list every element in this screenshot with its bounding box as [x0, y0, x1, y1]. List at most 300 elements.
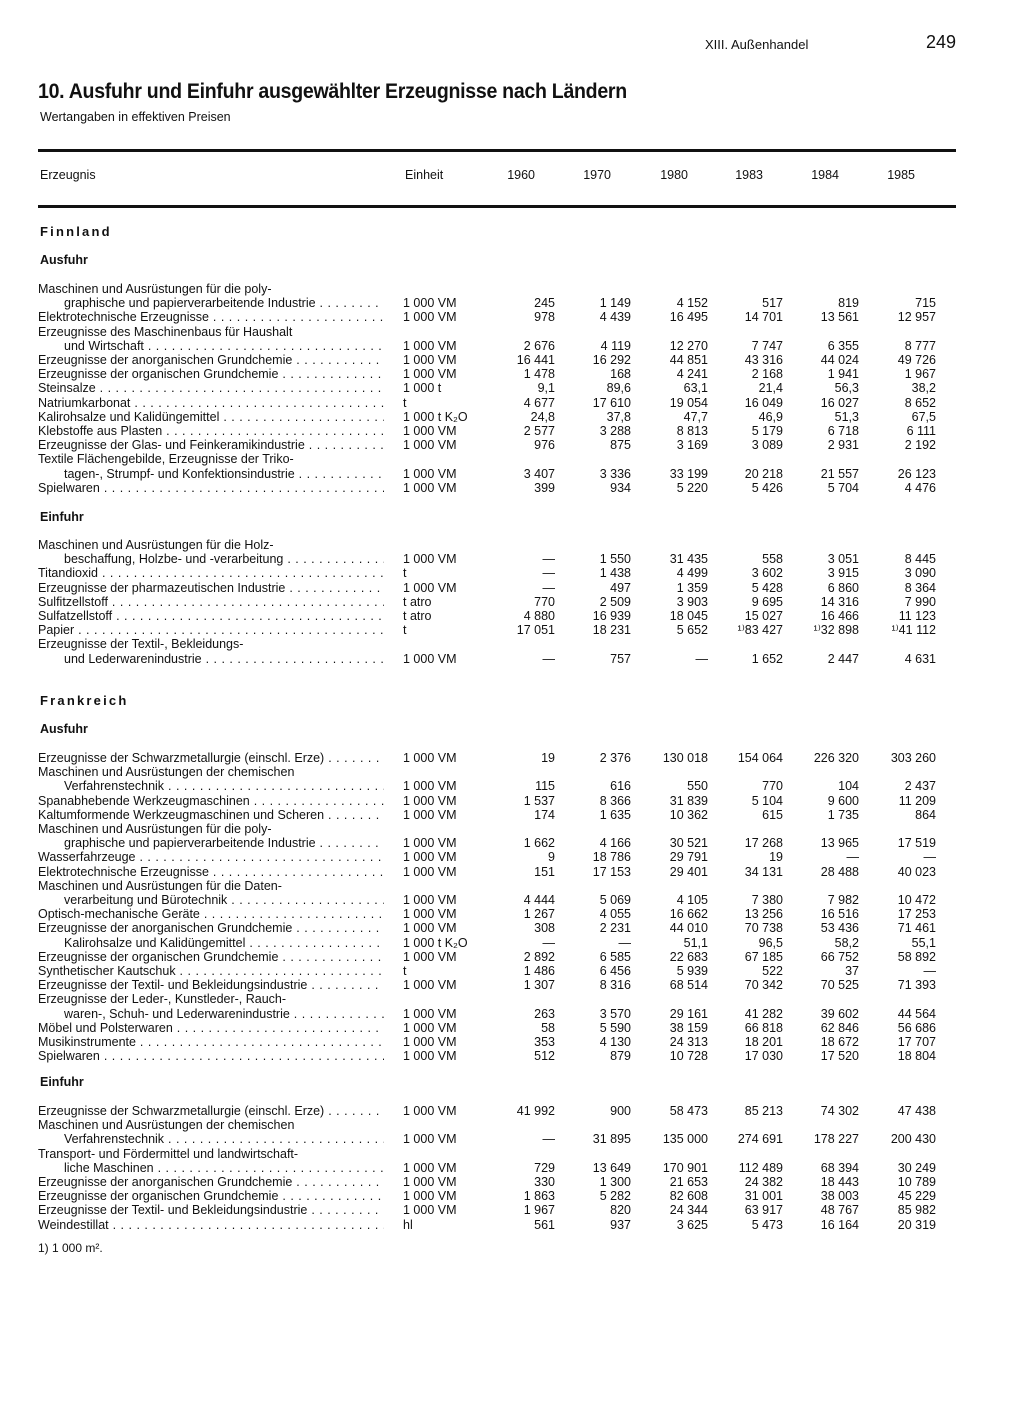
product-label: Erzeugnisse der organischen Grundchemie . . . — [38, 950, 384, 964]
unit-cell: 1 000 t K₂O — [403, 935, 468, 950]
table-row — [0, 1218, 1024, 1232]
value-cell-1985: 67,5 — [911, 409, 936, 424]
value-cell-1985: 2 192 — [904, 438, 936, 453]
value-cell-1984: 53 436 — [820, 921, 859, 936]
value-cell-1980: — — [695, 651, 708, 666]
product-label: Erzeugnisse der Textil-, Bekleidungs- — [38, 637, 244, 652]
value-cell-1970: 934 — [610, 480, 631, 495]
unit-cell: 1 000 t K₂O — [403, 409, 468, 424]
value-cell-1970: 18 231 — [592, 623, 631, 638]
product-label: Erzeugnisse der pharmazeutischen Industrie . . . — [38, 581, 384, 595]
table-row — [0, 950, 1024, 964]
product-label: Synthetischer Kautschuk . . . — [38, 964, 384, 978]
value-cell-1960: 561 — [534, 1217, 555, 1232]
table-row — [0, 936, 1024, 950]
table-row-continuation — [0, 538, 1024, 552]
value-cell-1984: 6 355 — [827, 338, 859, 353]
table-row — [0, 1203, 1024, 1217]
value-cell-1970: 17 153 — [592, 864, 631, 879]
value-cell-1983: 96,5 — [758, 935, 783, 950]
table-row — [0, 893, 1024, 907]
product-label: Verfahrenstechnik . . . — [64, 1132, 384, 1146]
value-cell-1985: 11 123 — [898, 609, 936, 623]
value-cell-1985: 8 445 — [904, 552, 936, 567]
value-cell-1984: 18 672 — [820, 1035, 859, 1049]
value-cell-1980: 33 199 — [669, 466, 708, 481]
value-cell-1984: 66 752 — [820, 949, 859, 964]
value-cell-1984: 178 227 — [813, 1132, 859, 1147]
product-label: liche Maschinen . . . — [64, 1161, 384, 1175]
value-cell-1970: 16 939 — [592, 609, 631, 623]
unit-cell: 1 000 VM — [403, 864, 457, 879]
value-cell-1960: 9 — [548, 850, 555, 865]
product-label: Erzeugnisse der Schwarzmetallurgie (einschl. Erze) . . . — [38, 751, 384, 765]
value-cell-1960: 330 — [534, 1175, 555, 1189]
value-cell-1983: ¹⁾83 427 — [737, 623, 783, 638]
product-label: Maschinen und Ausrüstungen für die Daten- — [38, 878, 282, 893]
table-row — [0, 438, 1024, 452]
value-cell-1983: 43 316 — [744, 353, 783, 367]
column-header-1983: 1983 — [735, 168, 763, 182]
value-cell-1960: 2 577 — [523, 424, 555, 438]
value-cell-1970: 16 292 — [592, 353, 631, 367]
unit-cell: 1 000 VM — [403, 1189, 457, 1204]
value-cell-1960: 174 — [534, 807, 555, 822]
value-cell-1984: 16 466 — [820, 609, 859, 623]
value-cell-1983: 5 104 — [751, 793, 783, 808]
table-row — [0, 836, 1024, 850]
value-cell-1980: 29 791 — [669, 850, 708, 865]
product-label: Erzeugnisse der organischen Grundchemie . . . — [38, 1189, 384, 1203]
value-cell-1960: 308 — [534, 921, 555, 936]
value-cell-1984: 51,3 — [834, 409, 859, 424]
unit-cell: 1 000 VM — [403, 438, 457, 453]
unit-cell: 1 000 VM — [403, 353, 457, 367]
value-cell-1960: 24,8 — [530, 409, 555, 424]
value-cell-1980: 22 683 — [669, 949, 708, 964]
value-cell-1960: 245 — [534, 296, 555, 311]
value-cell-1960: 729 — [534, 1160, 555, 1175]
table-row-continuation — [0, 282, 1024, 296]
header-rule-top — [38, 149, 956, 152]
value-cell-1983: 34 131 — [744, 864, 783, 879]
unit-cell: 1 000 VM — [403, 907, 457, 922]
table-row — [0, 367, 1024, 381]
product-label: Sulfatzellstoff . . . — [38, 609, 384, 623]
value-cell-1970: 1 438 — [599, 566, 631, 581]
value-cell-1970: 2 509 — [599, 594, 631, 609]
unit-cell: 1 000 VM — [403, 1175, 457, 1189]
product-label: Erzeugnisse der Schwarzmetallurgie (einschl. Erze) . . . — [38, 1104, 384, 1118]
column-header-1984: 1984 — [811, 168, 839, 182]
value-cell-1980: 31 839 — [669, 793, 708, 808]
table-row — [0, 921, 1024, 935]
product-label: Verfahrenstechnik . . . — [64, 779, 384, 793]
value-cell-1970: 13 649 — [592, 1160, 631, 1175]
value-cell-1960: — — [542, 935, 555, 950]
value-cell-1983: 615 — [762, 807, 783, 822]
product-label: Kaltumformende Werkzeugmaschinen und Scheren . . . — [38, 808, 384, 822]
value-cell-1984: 7 982 — [827, 893, 859, 907]
value-cell-1983: 24 382 — [744, 1175, 783, 1189]
value-cell-1984: 16 164 — [820, 1217, 859, 1232]
value-cell-1985: 17 253 — [897, 907, 936, 922]
table-row — [0, 1035, 1024, 1049]
value-cell-1960: 1 967 — [523, 1203, 555, 1218]
value-cell-1970: 4 166 — [599, 836, 631, 851]
value-cell-1980: 5 652 — [676, 623, 708, 638]
value-cell-1985: 30 249 — [897, 1160, 936, 1175]
value-cell-1960: 512 — [534, 1049, 555, 1064]
table-row — [0, 779, 1024, 793]
value-cell-1983: 2 168 — [751, 367, 783, 382]
value-cell-1983: 9 695 — [751, 594, 783, 609]
country-heading: Frankreich — [40, 693, 129, 708]
column-header-1960: 1960 — [507, 168, 535, 182]
value-cell-1983: 517 — [762, 296, 783, 311]
value-cell-1970: 2 376 — [599, 751, 631, 765]
value-cell-1983: 558 — [762, 552, 783, 567]
value-cell-1985: 20 319 — [897, 1217, 936, 1232]
value-cell-1980: 10 362 — [669, 807, 708, 822]
value-cell-1984: 14 316 — [820, 594, 859, 609]
value-cell-1984: 37 — [845, 964, 859, 978]
value-cell-1980: 44 851 — [669, 353, 708, 367]
value-cell-1985: 40 023 — [897, 864, 936, 879]
product-label: Maschinen und Ausrüstungen für die poly- — [38, 282, 272, 296]
table-row — [0, 481, 1024, 495]
unit-cell: 1 000 VM — [403, 310, 457, 325]
value-cell-1960: 17 051 — [516, 623, 555, 638]
table-row-continuation — [0, 765, 1024, 779]
value-cell-1984: 9 600 — [827, 793, 859, 808]
product-label: Maschinen und Ausrüstungen für die Holz- — [38, 538, 274, 552]
value-cell-1970: 18 786 — [592, 850, 631, 865]
value-cell-1985: 18 804 — [897, 1049, 936, 1064]
product-label: tagen-, Strumpf- und Konfektionsindustrie . . . — [64, 467, 384, 481]
value-cell-1980: 47,7 — [683, 409, 708, 424]
value-cell-1983: 70 738 — [744, 921, 783, 936]
product-label: graphische und papierverarbeitende Industrie . . . — [64, 836, 384, 850]
value-cell-1960: 58 — [541, 1020, 555, 1035]
unit-cell: 1 000 VM — [403, 1160, 457, 1175]
unit-cell: 1 000 VM — [403, 466, 457, 481]
value-cell-1985: 49 726 — [897, 353, 936, 367]
value-cell-1983: 7 747 — [751, 338, 783, 353]
value-cell-1985: 56 686 — [897, 1020, 936, 1035]
unit-cell: t atro — [403, 609, 432, 623]
value-cell-1960: 16 441 — [516, 353, 555, 367]
value-cell-1984: 5 704 — [827, 480, 859, 495]
table-row-continuation — [0, 1147, 1024, 1161]
unit-cell: t — [403, 395, 407, 410]
product-label: Kalirohsalze und Kalidüngemittel . . . — [38, 410, 384, 424]
value-cell-1984: 1 941 — [827, 367, 859, 382]
table-row — [0, 652, 1024, 666]
value-cell-1985: 200 430 — [890, 1132, 936, 1147]
group-heading: Ausfuhr — [40, 722, 88, 736]
product-label: Spanabhebende Werkzeugmaschinen . . . — [38, 794, 384, 808]
value-cell-1980: 3 625 — [676, 1217, 708, 1232]
unit-cell: 1 000 VM — [403, 296, 457, 311]
value-cell-1980: 12 270 — [669, 338, 708, 353]
value-cell-1980: 21 653 — [669, 1175, 708, 1189]
value-cell-1983: 21,4 — [758, 381, 783, 396]
table-row — [0, 1132, 1024, 1146]
table-row — [0, 566, 1024, 580]
product-label: Musikinstrumente . . . — [38, 1035, 384, 1049]
product-label: graphische und papierverarbeitende Industrie . . . — [64, 296, 384, 310]
unit-cell: hl — [403, 1217, 413, 1232]
product-label: Optisch-mechanische Geräte . . . — [38, 907, 384, 921]
table-row — [0, 595, 1024, 609]
value-cell-1983: 1 652 — [751, 651, 783, 666]
value-cell-1970: 1 300 — [599, 1175, 631, 1189]
value-cell-1985: 71 393 — [897, 978, 936, 993]
value-cell-1983: 67 185 — [744, 949, 783, 964]
product-label: Sulfitzellstoff . . . — [38, 595, 384, 609]
unit-cell: 1 000 VM — [403, 1006, 457, 1021]
table-row — [0, 1161, 1024, 1175]
product-label: Elektrotechnische Erzeugnisse . . . — [38, 310, 384, 324]
value-cell-1960: 115 — [535, 779, 555, 794]
table-row — [0, 808, 1024, 822]
value-cell-1985: 10 472 — [897, 893, 936, 907]
product-label: verarbeitung und Bürotechnik . . . — [64, 893, 384, 907]
value-cell-1983: 522 — [762, 964, 783, 978]
value-cell-1985: 6 111 — [906, 424, 936, 438]
product-label: Erzeugnisse der Textil- und Bekleidungsindustrie . . . — [38, 1203, 384, 1217]
group-heading: Einfuhr — [40, 510, 84, 524]
unit-cell: 1 000 t — [403, 381, 442, 396]
unit-cell: t — [403, 964, 407, 978]
value-cell-1983: 5 179 — [751, 424, 783, 438]
value-cell-1970: 900 — [610, 1104, 631, 1118]
value-cell-1980: 16 495 — [669, 310, 708, 325]
value-cell-1980: 8 813 — [676, 424, 708, 438]
value-cell-1970: 6 456 — [599, 964, 631, 978]
product-label: und Lederwarenindustrie . . . — [64, 652, 384, 666]
unit-cell: 1 000 VM — [403, 850, 457, 865]
value-cell-1970: 5 590 — [599, 1020, 631, 1035]
value-cell-1980: 82 608 — [669, 1189, 708, 1204]
value-cell-1984: 38 003 — [820, 1189, 859, 1204]
value-cell-1985: 2 437 — [904, 779, 936, 794]
value-cell-1980: 68 514 — [669, 978, 708, 993]
table-row-continuation — [0, 325, 1024, 339]
unit-cell: 1 000 VM — [403, 807, 457, 822]
product-label: waren-, Schuh- und Lederwarenindustrie . . . — [64, 1007, 384, 1021]
value-cell-1984: 58,2 — [834, 935, 859, 950]
value-cell-1960: — — [542, 580, 555, 595]
value-cell-1980: 4 241 — [676, 367, 708, 382]
value-cell-1985: 38,2 — [911, 381, 936, 396]
value-cell-1984: 70 525 — [820, 978, 859, 993]
value-cell-1970: 5 282 — [599, 1189, 631, 1204]
value-cell-1960: 19 — [541, 751, 555, 765]
value-cell-1985: 7 990 — [904, 594, 936, 609]
value-cell-1980: 5 939 — [676, 964, 708, 978]
product-label: Transport- und Fördermittel und landwirtschaft- — [38, 1146, 299, 1161]
value-cell-1983: 7 380 — [751, 893, 783, 907]
value-cell-1980: 3 169 — [676, 438, 708, 453]
value-cell-1960: 1 486 — [523, 964, 555, 978]
table-row — [0, 552, 1024, 566]
value-cell-1984: 2 447 — [827, 651, 859, 666]
value-cell-1980: 550 — [687, 779, 708, 794]
product-label: Natriumkarbonat . . . — [38, 396, 384, 410]
product-label: und Wirtschaft . . . — [64, 339, 384, 353]
value-cell-1960: 1 537 — [523, 793, 555, 808]
value-cell-1984: 6 860 — [827, 580, 859, 595]
value-cell-1980: 29 401 — [669, 864, 708, 879]
group-heading: Ausfuhr — [40, 253, 88, 267]
value-cell-1983: 70 342 — [744, 978, 783, 993]
value-cell-1970: — — [618, 935, 631, 950]
value-cell-1984: 2 931 — [827, 438, 859, 453]
column-header-1980: 1980 — [660, 168, 688, 182]
column-header-unit: Einheit — [405, 168, 444, 182]
value-cell-1970: 2 231 — [599, 921, 631, 936]
value-cell-1983: 770 — [762, 779, 783, 794]
value-cell-1983: 5 428 — [751, 580, 783, 595]
value-cell-1960: 263 — [534, 1006, 555, 1021]
unit-cell: 1 000 VM — [403, 751, 457, 765]
value-cell-1960: — — [542, 566, 555, 581]
value-cell-1985: 8 777 — [904, 338, 936, 353]
value-cell-1970: 4 439 — [599, 310, 631, 325]
unit-cell: 1 000 VM — [403, 978, 457, 993]
table-row — [0, 1021, 1024, 1035]
page-number: 249 — [926, 32, 957, 52]
value-cell-1985: — — [923, 850, 936, 865]
table-row-continuation — [0, 992, 1024, 1006]
value-cell-1960: 9,1 — [537, 381, 555, 396]
value-cell-1960: 4 880 — [523, 609, 555, 623]
value-cell-1984: 819 — [838, 296, 859, 311]
value-cell-1985: 303 260 — [890, 751, 936, 765]
value-cell-1985: 47 438 — [897, 1104, 936, 1118]
table-row — [0, 751, 1024, 765]
product-label: Elektrotechnische Erzeugnisse . . . — [38, 865, 384, 879]
unit-cell: 1 000 VM — [403, 367, 457, 382]
value-cell-1984: — — [846, 850, 859, 865]
value-cell-1970: 17 610 — [592, 395, 631, 410]
value-cell-1980: 18 045 — [669, 609, 708, 623]
value-cell-1960: 2 892 — [523, 949, 555, 964]
value-cell-1980: 170 901 — [662, 1160, 708, 1175]
value-cell-1984: 39 602 — [820, 1006, 859, 1021]
table-row-continuation — [0, 1118, 1024, 1132]
value-cell-1970: 3 336 — [599, 466, 631, 481]
product-label: Steinsalze . . . — [38, 381, 384, 395]
table-row — [0, 609, 1024, 623]
table-row-continuation — [0, 452, 1024, 466]
value-cell-1980: 29 161 — [669, 1006, 708, 1021]
value-cell-1970: 3 570 — [599, 1006, 631, 1021]
value-cell-1980: 1 359 — [676, 580, 708, 595]
value-cell-1980: 4 152 — [676, 296, 708, 311]
product-label: Papier . . . — [38, 623, 384, 637]
value-cell-1970: 6 585 — [599, 949, 631, 964]
value-cell-1985: ¹⁾41 112 — [891, 623, 936, 638]
table-row — [0, 467, 1024, 481]
value-cell-1970: 4 119 — [600, 338, 631, 353]
product-label: Weindestillat . . . — [38, 1218, 384, 1232]
value-cell-1983: 17 030 — [744, 1049, 783, 1064]
value-cell-1980: 31 435 — [669, 552, 708, 567]
value-cell-1980: 10 728 — [669, 1049, 708, 1064]
value-cell-1970: 1 149 — [599, 296, 631, 311]
value-cell-1983: 18 201 — [744, 1035, 783, 1049]
unit-cell: 1 000 VM — [403, 1203, 457, 1218]
country-heading: Finnland — [40, 224, 112, 239]
value-cell-1984: 104 — [838, 779, 859, 794]
product-label: Spielwaren . . . — [38, 481, 384, 495]
table-title: 10. Ausfuhr und Einfuhr ausgewählter Erzeugnisse nach Ländern — [38, 80, 627, 103]
value-cell-1985: 1 967 — [904, 367, 936, 382]
value-cell-1980: 5 220 — [676, 480, 708, 495]
value-cell-1985: 45 229 — [897, 1189, 936, 1204]
value-cell-1970: 37,8 — [606, 409, 631, 424]
value-cell-1980: 4 105 — [676, 893, 708, 907]
unit-cell: 1 000 VM — [403, 893, 457, 907]
value-cell-1970: 8 366 — [599, 793, 631, 808]
value-cell-1980: 63,1 — [683, 381, 708, 396]
value-cell-1960: 1 478 — [523, 367, 555, 382]
table-row — [0, 865, 1024, 879]
value-cell-1984: 68 394 — [820, 1160, 859, 1175]
value-cell-1984: 16 027 — [820, 395, 859, 410]
unit-cell: 1 000 VM — [403, 1035, 457, 1049]
value-cell-1983: 13 256 — [744, 907, 783, 922]
value-cell-1985: 864 — [915, 807, 936, 822]
value-cell-1985: 17 707 — [897, 1035, 936, 1049]
value-cell-1970: 875 — [610, 438, 631, 453]
value-cell-1960: 3 407 — [523, 466, 555, 481]
product-label: Erzeugnisse der Leder-, Kunstleder-, Rauch- — [38, 992, 287, 1007]
value-cell-1970: 4 055 — [599, 907, 631, 922]
value-cell-1985: 8 652 — [904, 395, 936, 410]
value-cell-1983: 31 001 — [744, 1189, 783, 1204]
value-cell-1970: 3 288 — [599, 424, 631, 438]
product-label: Textile Flächengebilde, Erzeugnisse der Triko- — [38, 452, 294, 467]
value-cell-1980: 3 903 — [676, 594, 708, 609]
product-label: Erzeugnisse der organischen Grundchemie . . . — [38, 367, 384, 381]
table-row — [0, 381, 1024, 395]
value-cell-1985: — — [923, 964, 936, 978]
value-cell-1983: 17 268 — [744, 836, 783, 851]
value-cell-1970: 497 — [610, 580, 631, 595]
product-label: Kalirohsalze und Kalidüngemittel . . . — [64, 936, 384, 950]
value-cell-1984: 3 051 — [827, 552, 859, 567]
value-cell-1980: 16 662 — [669, 907, 708, 922]
value-cell-1984: 6 718 — [827, 424, 859, 438]
product-label: Maschinen und Ausrüstungen für die poly- — [38, 822, 272, 836]
table-row-continuation — [0, 822, 1024, 836]
value-cell-1984: ¹⁾32 898 — [813, 623, 859, 638]
value-cell-1985: 55,1 — [911, 935, 936, 950]
product-label: Maschinen und Ausrüstungen der chemischen — [38, 1118, 295, 1133]
value-cell-1985: 3 090 — [904, 566, 936, 581]
unit-cell: 1 000 VM — [403, 480, 457, 495]
value-cell-1960: — — [542, 1132, 555, 1147]
product-label: Maschinen und Ausrüstungen der chemischen — [38, 765, 295, 780]
unit-cell: 1 000 VM — [403, 338, 457, 353]
value-cell-1960: 2 676 — [523, 338, 555, 353]
table-subtitle: Wertangaben in effektiven Preisen — [40, 110, 231, 124]
value-cell-1970: 1 635 — [599, 807, 631, 822]
